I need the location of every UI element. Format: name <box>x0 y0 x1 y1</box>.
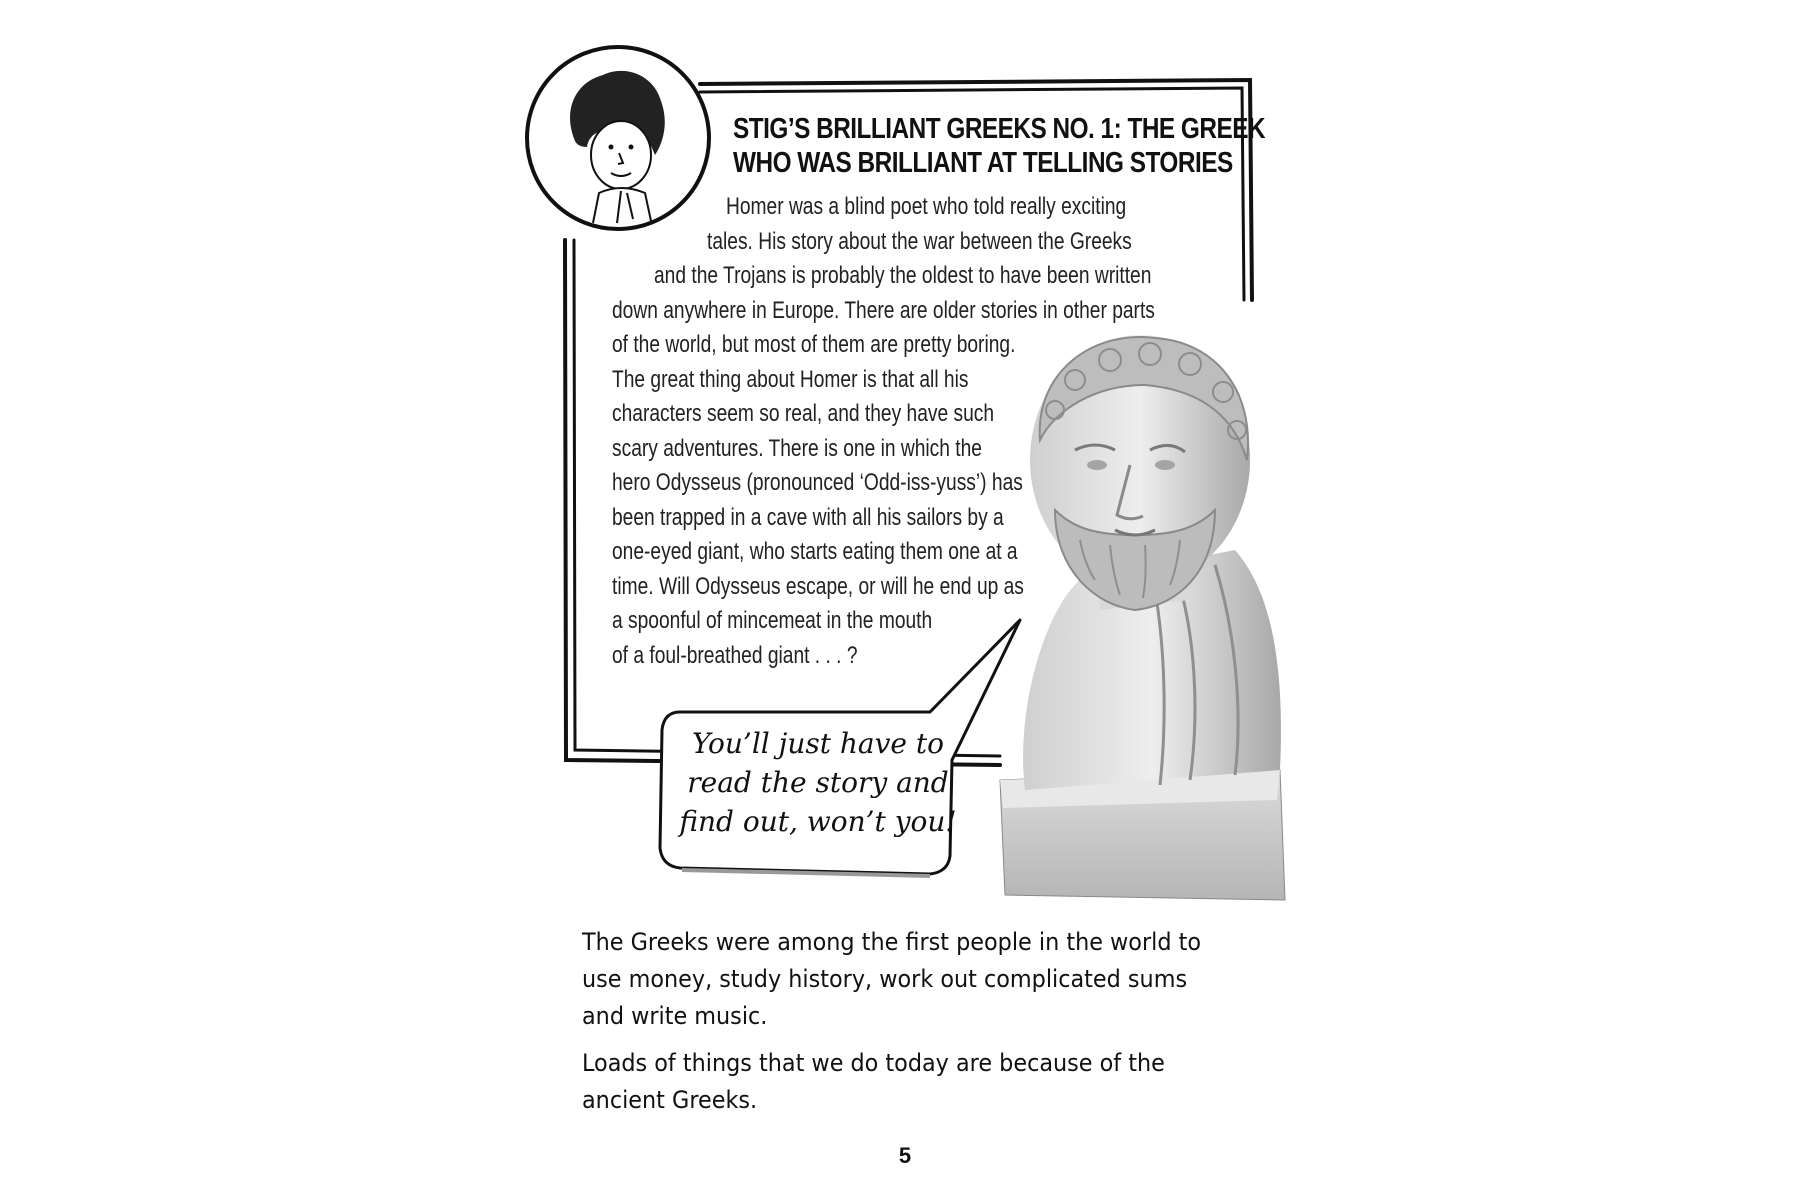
body-line: Loads of things that we do today are because of the <box>582 1049 1165 1077</box>
page-number: 5 <box>898 1143 912 1168</box>
body-paragraph-1 <box>582 924 1282 1035</box>
speech-bubble-line: You’ll just have to <box>691 727 944 760</box>
body-line: use money, study history, work out complicated sums <box>582 965 1188 993</box>
story-line: of the world, but most of them are pretty boring. <box>612 331 1016 358</box>
story-line: one-eyed giant, who starts eating them one at a <box>612 538 1018 565</box>
box-title-line: STIG’S BRILLIANT GREEKS NO. 1: THE GREEK <box>733 113 1266 145</box>
body-paragraph-2 <box>582 1045 1282 1119</box>
story-line: down anywhere in Europe. There are older stories in other parts <box>612 296 1155 324</box>
story-line: scary adventures. There is one in which the <box>612 434 982 462</box>
speech-bubble-line: find out, won’t you! <box>679 805 957 838</box>
body-line: The Greeks were among the first people in the world to <box>582 928 1202 956</box>
story-line: tales. His story about the war between the Greeks <box>707 227 1132 255</box>
story-line: characters seem so real, and they have such <box>612 400 995 427</box>
box-title-line: WHO WAS BRILLIANT AT TELLING STORIES <box>733 147 1233 179</box>
story-line: and the Trojans is probably the oldest to have been written <box>654 262 1152 289</box>
story-line: of a foul-breathed giant . . . ? <box>612 641 858 669</box>
speech-bubble-text <box>668 724 968 841</box>
story-line: a spoonful of mincemeat in the mouth <box>612 607 933 634</box>
story-line: been trapped in a cave with all his sailors by a <box>612 503 1004 531</box>
story-line: time. Will Odysseus escape, or will he end up as <box>612 572 1024 600</box>
body-line: and write music. <box>582 1002 768 1030</box>
story-line: Homer was a blind poet who told really exciting <box>726 193 1127 220</box>
story-line: The great thing about Homer is that all his <box>612 365 969 393</box>
story-line: hero Odysseus (pronounced ‘Odd-iss-yuss’) has <box>612 469 1023 496</box>
speech-bubble-line: read the story and <box>687 766 949 799</box>
body-line: ancient Greeks. <box>582 1086 758 1114</box>
